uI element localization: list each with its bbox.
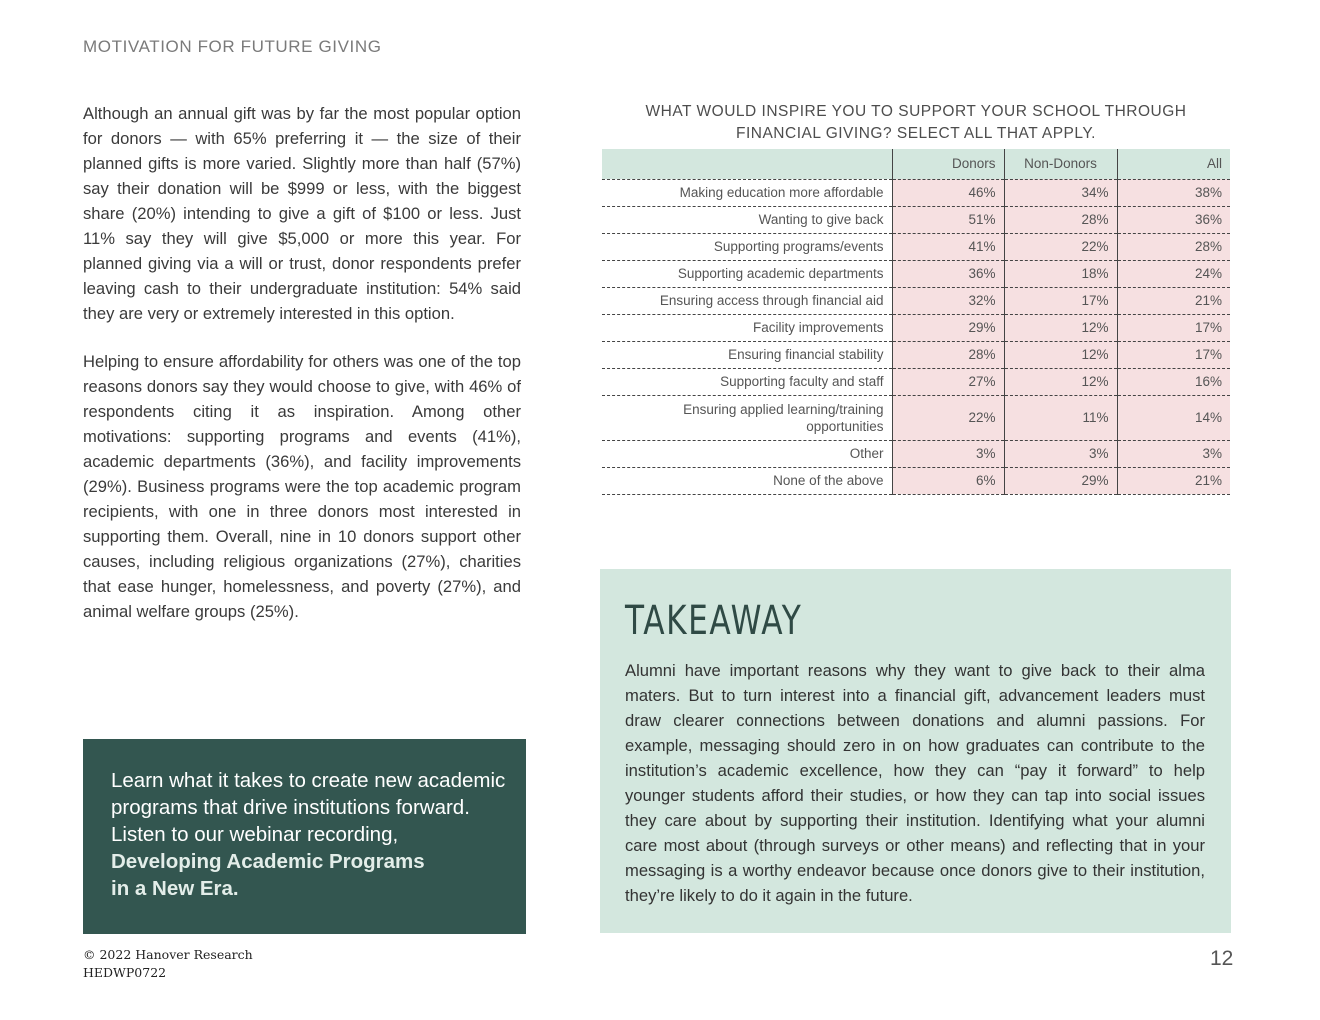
donors-value: 6% (892, 467, 1004, 494)
row-label: None of the above (602, 467, 892, 494)
webinar-promo-box[interactable] (83, 739, 526, 934)
donors-value: 41% (892, 233, 1004, 260)
donors-value: 3% (892, 440, 1004, 467)
table-header-non-donors: Non-Donors (1004, 149, 1117, 179)
non-donors-value: 3% (1004, 440, 1117, 467)
promo-text: Learn what it takes to create new academic programs that drive institutions forward. Listen to our webinar recording, (111, 769, 506, 846)
table-row (602, 179, 1230, 206)
table-header-all: All (1117, 149, 1230, 179)
row-label: Making education more affordable (602, 179, 892, 206)
donors-value: 29% (892, 314, 1004, 341)
non-donors-value: 12% (1004, 368, 1117, 395)
body-text (83, 101, 521, 647)
footer (83, 946, 253, 982)
takeaway-box (600, 569, 1231, 933)
table-row (602, 206, 1230, 233)
table-row (602, 395, 1230, 440)
row-label: Supporting faculty and staff (602, 368, 892, 395)
donors-value: 22% (892, 395, 1004, 440)
non-donors-value: 12% (1004, 314, 1117, 341)
all-value: 21% (1117, 287, 1230, 314)
row-label: Facility improvements (602, 314, 892, 341)
body-paragraph-2: Helping to ensure affordability for others was one of the top reasons donors say they would choose to give, with 46% of respondents citing it as inspiration. Among other motivations: supporting programs and events (41%), academic departments (36%), and facility improvements (29%). Business programs were the top academic program recipients, with one in three donors most interested in supporting them. Overall, nine in 10 donors support other causes, including religious organizations (27%), charities that ease hunger, homelessness, and poverty (27%), and animal welfare groups (25%). (83, 352, 521, 621)
row-label-line-2: opportunities (806, 418, 884, 434)
table-title (602, 101, 1230, 145)
row-label: Ensuring financial stability (602, 341, 892, 368)
table-title-line-1: WHAT WOULD INSPIRE YOU TO SUPPORT YOUR SCHOOL THROUGH (645, 103, 1187, 120)
table-row (602, 287, 1230, 314)
table-row (602, 440, 1230, 467)
all-value: 36% (1117, 206, 1230, 233)
takeaway-heading: TAKEAWAY (625, 598, 803, 644)
table-header-label (602, 149, 892, 179)
row-label: Wanting to give back (602, 206, 892, 233)
body-paragraph-1: Although an annual gift was by far the most popular option for donors — with 65% preferring it — the size of their planned gifts is more varied. Slightly more than half (57%) say their donation will be $999 or less, with the biggest share (20%) intending to give a gift of $100 or less. Just 11% say they will give $5,000 or more this year. For planned giving via a will or trust, donor respondents prefer leaving cash to their undergraduate institution: 54% said they are very or extremely interested in this option. (83, 104, 521, 323)
all-value: 21% (1117, 467, 1230, 494)
non-donors-value: 34% (1004, 179, 1117, 206)
row-label: Supporting academic departments (602, 260, 892, 287)
row-label-line-1: Ensuring applied learning/training (683, 401, 884, 417)
table-row (602, 368, 1230, 395)
table-title-line-2: FINANCIAL GIVING? SELECT ALL THAT APPLY. (736, 125, 1096, 142)
non-donors-value: 28% (1004, 206, 1117, 233)
table-header-row (602, 149, 1230, 179)
all-value: 28% (1117, 233, 1230, 260)
donors-value: 36% (892, 260, 1004, 287)
all-value: 38% (1117, 179, 1230, 206)
non-donors-value: 18% (1004, 260, 1117, 287)
non-donors-value: 17% (1004, 287, 1117, 314)
webinar-link-title-line-2[interactable]: in a New Era. (111, 877, 239, 900)
table-row (602, 314, 1230, 341)
all-value: 24% (1117, 260, 1230, 287)
row-label: Other (602, 440, 892, 467)
donors-value: 46% (892, 179, 1004, 206)
all-value: 16% (1117, 368, 1230, 395)
page-section-title: MOTIVATION FOR FUTURE GIVING (83, 37, 382, 56)
webinar-link-title-line-1[interactable]: Developing Academic Programs (111, 850, 425, 873)
donors-value: 27% (892, 368, 1004, 395)
table-row (602, 341, 1230, 368)
non-donors-value: 11% (1004, 395, 1117, 440)
non-donors-value: 29% (1004, 467, 1117, 494)
donors-value: 28% (892, 341, 1004, 368)
document-code: HEDWP0722 (83, 965, 167, 980)
donors-value: 51% (892, 206, 1004, 233)
page-number: 12 (1210, 947, 1234, 970)
table-row (602, 233, 1230, 260)
table-row (602, 260, 1230, 287)
all-value: 3% (1117, 440, 1230, 467)
copyright-text: © 2022 Hanover Research (83, 947, 253, 962)
row-label (602, 395, 892, 440)
all-value: 17% (1117, 314, 1230, 341)
all-value: 17% (1117, 341, 1230, 368)
row-label: Ensuring access through financial aid (602, 287, 892, 314)
table-header-donors: Donors (892, 149, 1004, 179)
non-donors-value: 22% (1004, 233, 1117, 260)
donors-value: 32% (892, 287, 1004, 314)
takeaway-body: Alumni have important reasons why they want to give back to their alma maters. But to turn interest into a financial gift, advancement leaders must draw clearer connections between donations and alumni passions. For example, messaging should zero in on how graduates can contribute to the institution’s academic excellence, how they can “pay it forward” to help younger students afford their studies, or how they can tap into social issues they care about by supporting their institution. Identifying what your alumni care most about (through surveys or other means) and reflecting that in your messaging is a worthy endeavor because once donors give to their institution, they’re likely to do it again in the future. (625, 661, 1205, 905)
all-value: 14% (1117, 395, 1230, 440)
table-row (602, 467, 1230, 494)
non-donors-value: 12% (1004, 341, 1117, 368)
row-label: Supporting programs/events (602, 233, 892, 260)
giving-motivation-table (602, 149, 1230, 495)
